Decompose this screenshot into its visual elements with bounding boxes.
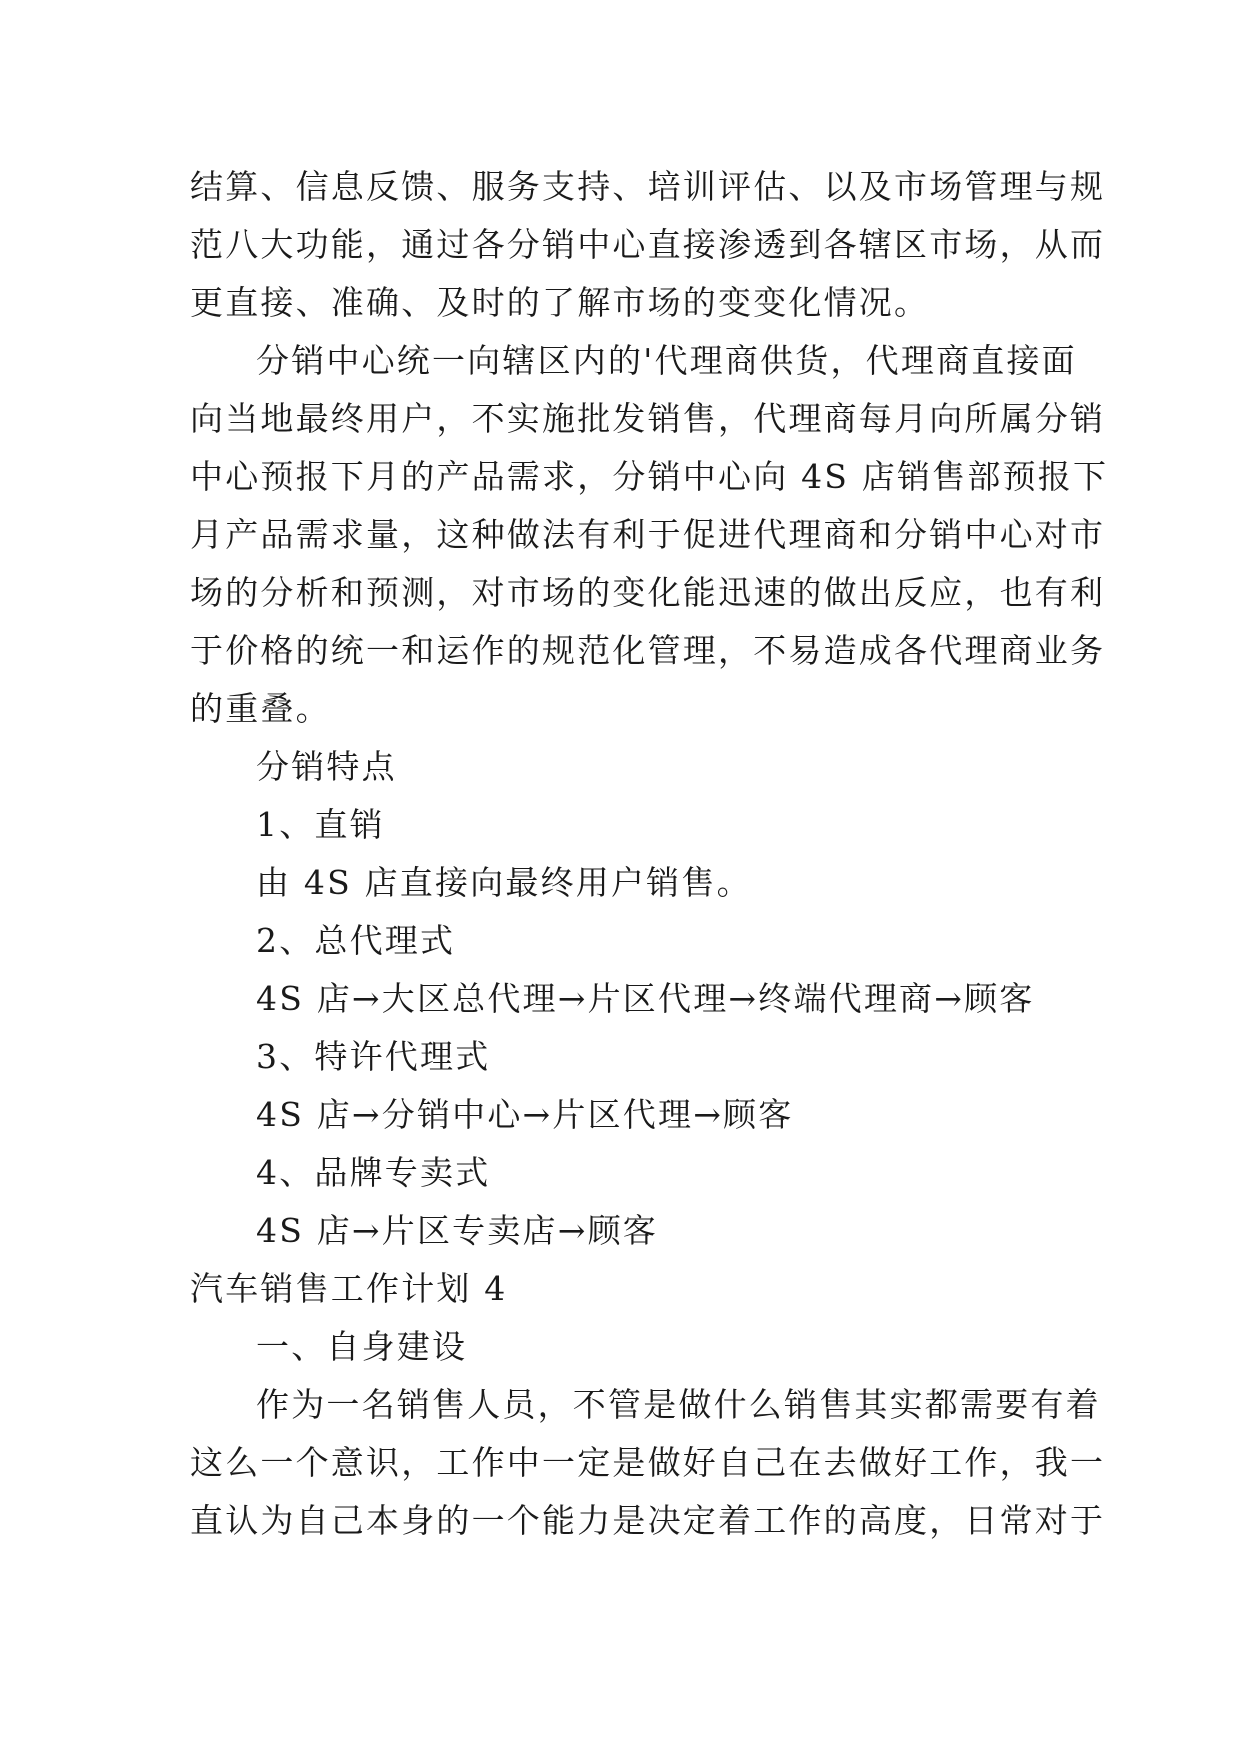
paragraph-line: 这么一个意识，工作中一定是做好自己在去做好工作，我一 <box>190 1443 1106 1482</box>
paragraph-line: 中心预报下月的产品需求，分销中心向 4S 店销售部预报下 <box>190 457 1109 496</box>
paragraph-line: 于价格的统一和运作的规范化管理，不易造成各代理商业务 <box>190 631 1106 670</box>
list-item-text: 4S 店→片区专卖店→顾客 <box>256 1211 658 1250</box>
paragraph-line: 更直接、准确、及时的了解市场的变变化情况。 <box>190 283 930 322</box>
list-item-heading: 4、品牌专卖式 <box>256 1153 491 1192</box>
list-item-heading: 2、总代理式 <box>256 921 456 960</box>
paragraph-line: 结算、信息反馈、服务支持、培训评估、以及市场管理与规 <box>190 167 1106 206</box>
list-item-text: 4S 店→大区总代理→片区代理→终端代理商→顾客 <box>256 979 1035 1018</box>
list-item-text: 由 4S 店直接向最终用户销售。 <box>256 863 752 902</box>
list-item-heading: 3、特许代理式 <box>256 1037 491 1076</box>
paragraph-line: 作为一名销售人员，不管是做什么销售其实都需要有着 <box>256 1385 1101 1424</box>
paragraph-line: 直认为自己本身的一个能力是决定着工作的高度，日常对于 <box>190 1501 1106 1540</box>
section-heading: 一、自身建设 <box>256 1327 468 1366</box>
paragraph-line: 场的分析和预测，对市场的变化能迅速的做出反应，也有利 <box>190 573 1106 612</box>
document-title: 汽车销售工作计划 4 <box>190 1269 508 1308</box>
list-item-text: 4S 店→分销中心→片区代理→顾客 <box>256 1095 794 1134</box>
section-heading: 分销特点 <box>256 747 397 786</box>
paragraph-line: 分销中心统一向辖区内的'代理商供货，代理商直接面 <box>256 341 1077 380</box>
paragraph-line: 向当地最终用户，不实施批发销售，代理商每月向所属分销 <box>190 399 1106 438</box>
paragraph-line: 月产品需求量，这种做法有利于促进代理商和分销中心对市 <box>190 515 1106 554</box>
paragraph-line: 的重叠。 <box>190 689 331 728</box>
paragraph-line: 范八大功能，通过各分销中心直接渗透到各辖区市场，从而 <box>190 225 1106 264</box>
document-body <box>190 158 1109 1550</box>
list-item-heading: 1、直销 <box>256 805 385 844</box>
